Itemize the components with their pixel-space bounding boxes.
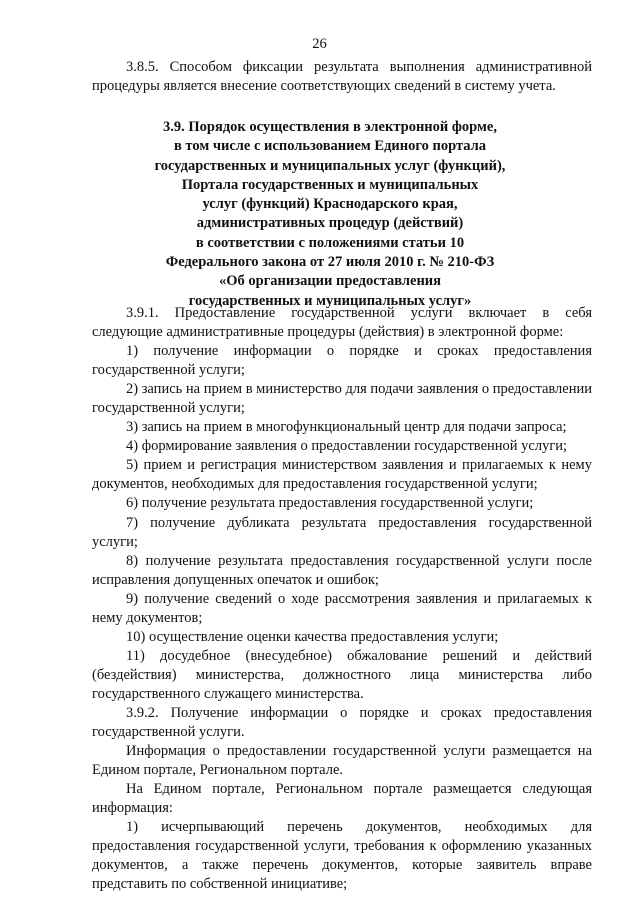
list-item: 4) формирование заявления о предоставлении государственной услуги; [126,438,568,455]
page-number: 26 [312,36,327,52]
lead-paragraph [92,58,592,96]
list-item: 7) получение дубликата результата предоставления государственной услуги; [92,514,592,550]
paragraph: На Едином портале, Региональном портале размещается следующая информация: [92,781,592,817]
heading-line: административных процедур (действий) [196,215,464,232]
list-item: 9) получение сведений о ходе рассмотрения заявления и прилагаемых к нему документов; [92,590,592,626]
paragraph: 3.9.1. Предоставление государственной услуги включает в себя следующие административные процедуры (действия) в электронной форме: [92,305,592,341]
list-item: 6) получение результата предоставления государственной услуги; [126,495,534,512]
heading-line: Портала государственных и муниципальных [181,176,479,193]
heading-line: услуг (функций) Краснодарского края, [202,196,458,213]
body-text [92,304,592,894]
heading-line: 3.9. Порядок осуществления в электронной форме, [163,119,497,135]
list-item: 10) осуществление оценки качества предоставления услуги; [126,628,499,645]
heading-line: в том числе с использованием Единого портала [173,138,487,155]
list-item: 1) получение информации о порядке и сроках предоставления государственной услуги; [92,343,592,379]
list-item: 1) исчерпывающий перечень документов, необходимых для предоставления государственной услуги, требования к оформлению указанных документов, а также перечень документов, которые заявитель вправе представить по собственной инициативе; [92,819,592,893]
list-item: 5) прием и регистрация министерством заявления и прилагаемых к нему документов, необходимых для предоставления государственной услуги; [92,457,592,493]
list-item: 3) запись на прием в многофункциональный центр для подачи запроса; [126,419,567,436]
list-item: 2) запись на прием в министерство для подачи заявления о предоставлении государственной услуги; [92,381,592,417]
heading-line: в соответствии с положениями статьи 10 [195,234,465,251]
paragraph: Информация о предоставлении государственной услуги размещается на Едином портале, Региональном портале. [92,743,592,779]
list-item: 8) получение результата предоставления государственной услуги после исправления допущенных опечаток и ошибок; [92,552,592,588]
paragraph: 3.9.2. Получение информации о порядке и сроках предоставления государственной услуги. [92,704,592,741]
heading-line: «Об организации предоставления [218,273,442,290]
heading-line: Федерального закона от 27 июля 2010 г. № 210-ФЗ [165,254,495,271]
list-item: 11) досудебное (внесудебное) обжалование решений и действий (бездействия) министерства, должностного лица министерства либо государственного служащего министерства. [92,647,592,702]
heading-line: государственных и муниципальных услуг» [188,292,472,309]
paragraph: 3.8.5. Способом фиксации результата выполнения административной процедуры является внесение соответствующих сведений в систему учета. [92,59,592,94]
heading-line: государственных и муниципальных услуг (функций), [154,157,506,174]
section-heading [100,118,560,311]
